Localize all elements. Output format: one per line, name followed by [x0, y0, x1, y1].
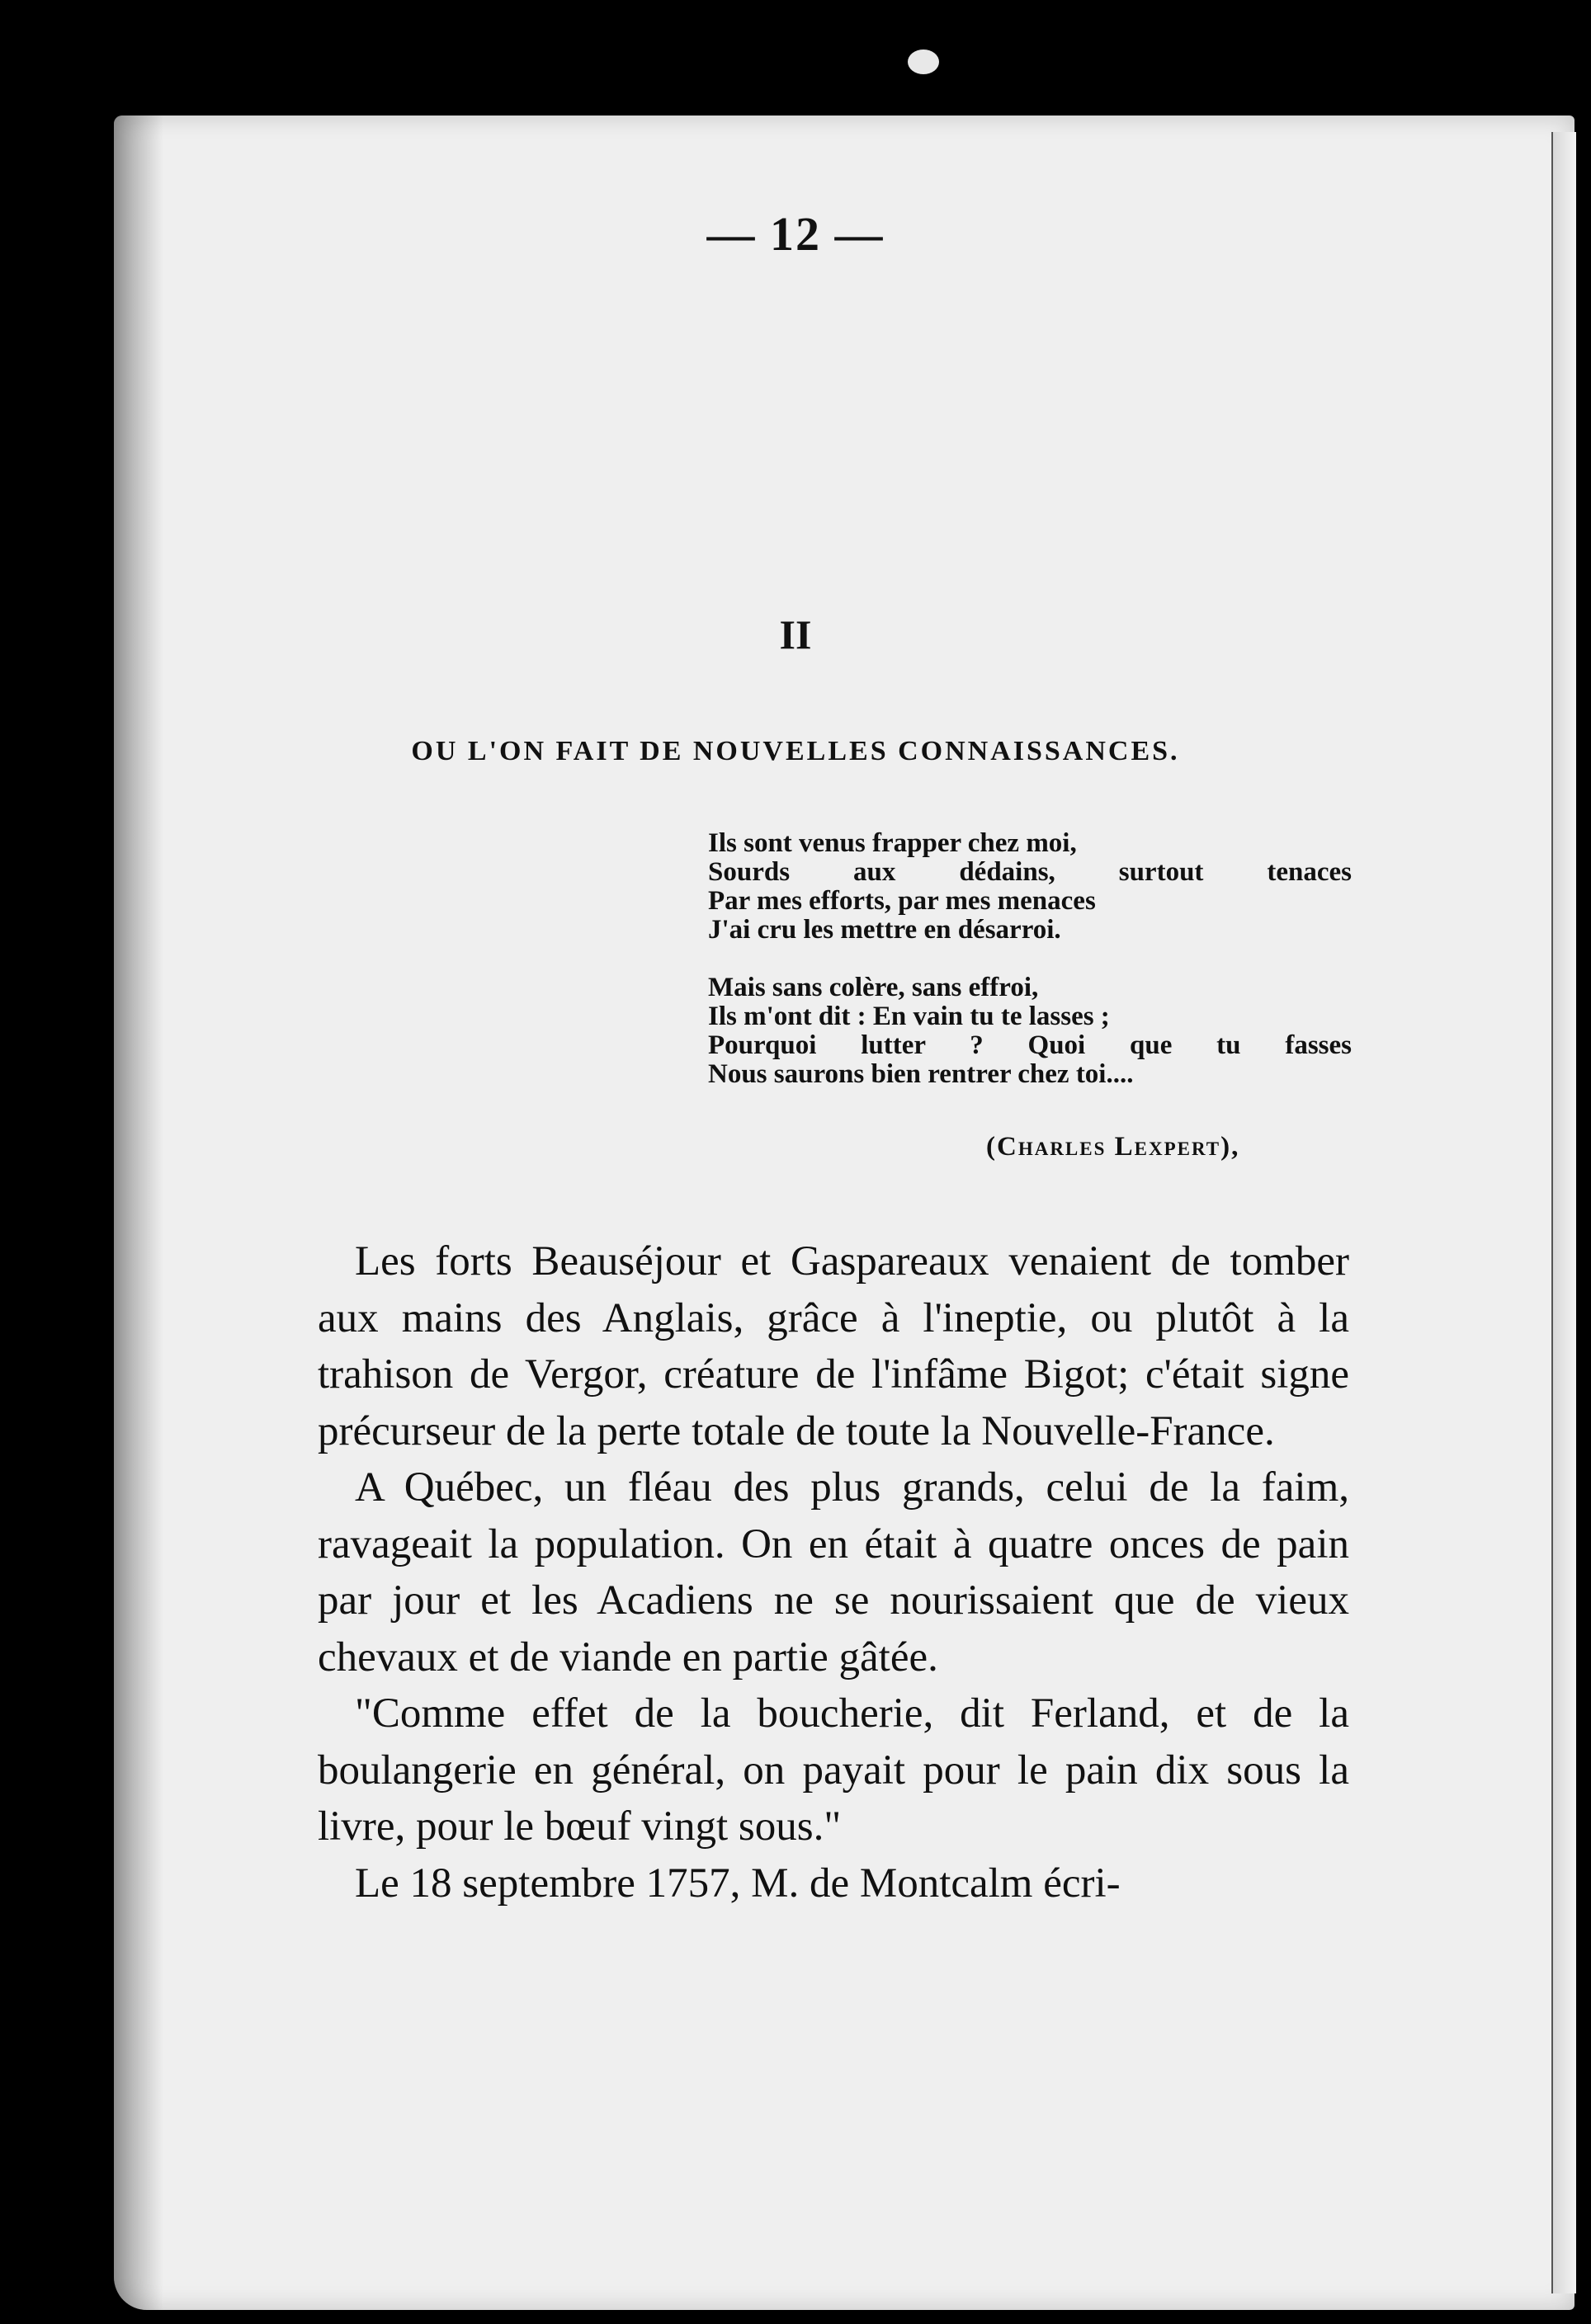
- epigraph-poem: [708, 829, 1352, 1118]
- body-text: [318, 1233, 1349, 1912]
- poem-line: Par mes efforts, par mes menaces: [708, 886, 1096, 916]
- page-number: — 12 —: [706, 207, 885, 261]
- book-page: [114, 115, 1574, 2310]
- poem-line: Pourquoi lutter ? Quoi que tu fasses: [708, 1030, 1352, 1060]
- poem-stanza: [708, 973, 1352, 1089]
- poem-stanza: [708, 829, 1352, 945]
- poem-line: J'ai cru les mettre en désarroi.: [708, 915, 1061, 945]
- poem-line: Ils m'ont dit : En vain tu te lasses ;: [708, 1002, 1110, 1031]
- paragraph: Le 18 septembre 1757, M. de Montcalm écri-: [355, 1860, 1121, 1907]
- epigraph-attribution: (Charles Lexpert),: [986, 1132, 1240, 1162]
- poem-line: Mais sans colère, sans effroi,: [708, 973, 1039, 1002]
- paragraph: Les forts Beauséjour et Gaspareaux venaient de tomber aux mains des Anglais, grâce à l'ineptie, ou plutôt à la trahison de Vergor, créature de l'infâme Bigot; c'était signe précurseur de la perte totale de toute la Nouvelle-France.: [318, 1238, 1349, 1454]
- paragraph: "Comme effet de la boucherie, dit Ferland, et de la boulangerie en général, on payait pour le pain dix sous la livre, pour le bœuf vingt sous.": [318, 1690, 1349, 1850]
- poem-line: Ils sont venus frapper chez moi,: [708, 828, 1077, 858]
- punch-hole: [908, 49, 939, 74]
- facing-page-edge: [1551, 132, 1576, 2293]
- poem-line: Sourds aux dédains, surtout tenaces: [708, 857, 1352, 887]
- poem-line: Nous saurons bien rentrer chez toi....: [708, 1059, 1134, 1089]
- chapter-title: OU L'ON FAIT DE NOUVELLES CONNAISSANCES.: [411, 736, 1180, 766]
- chapter-number: II: [779, 611, 812, 658]
- paragraph: A Québec, un fléau des plus grands, celui de la faim, ravageait la population. On en était à quatre onces de pain par jour et les Acadiens ne se nourissaient que de vieux chevaux et de viande en partie gâtée.: [318, 1464, 1349, 1681]
